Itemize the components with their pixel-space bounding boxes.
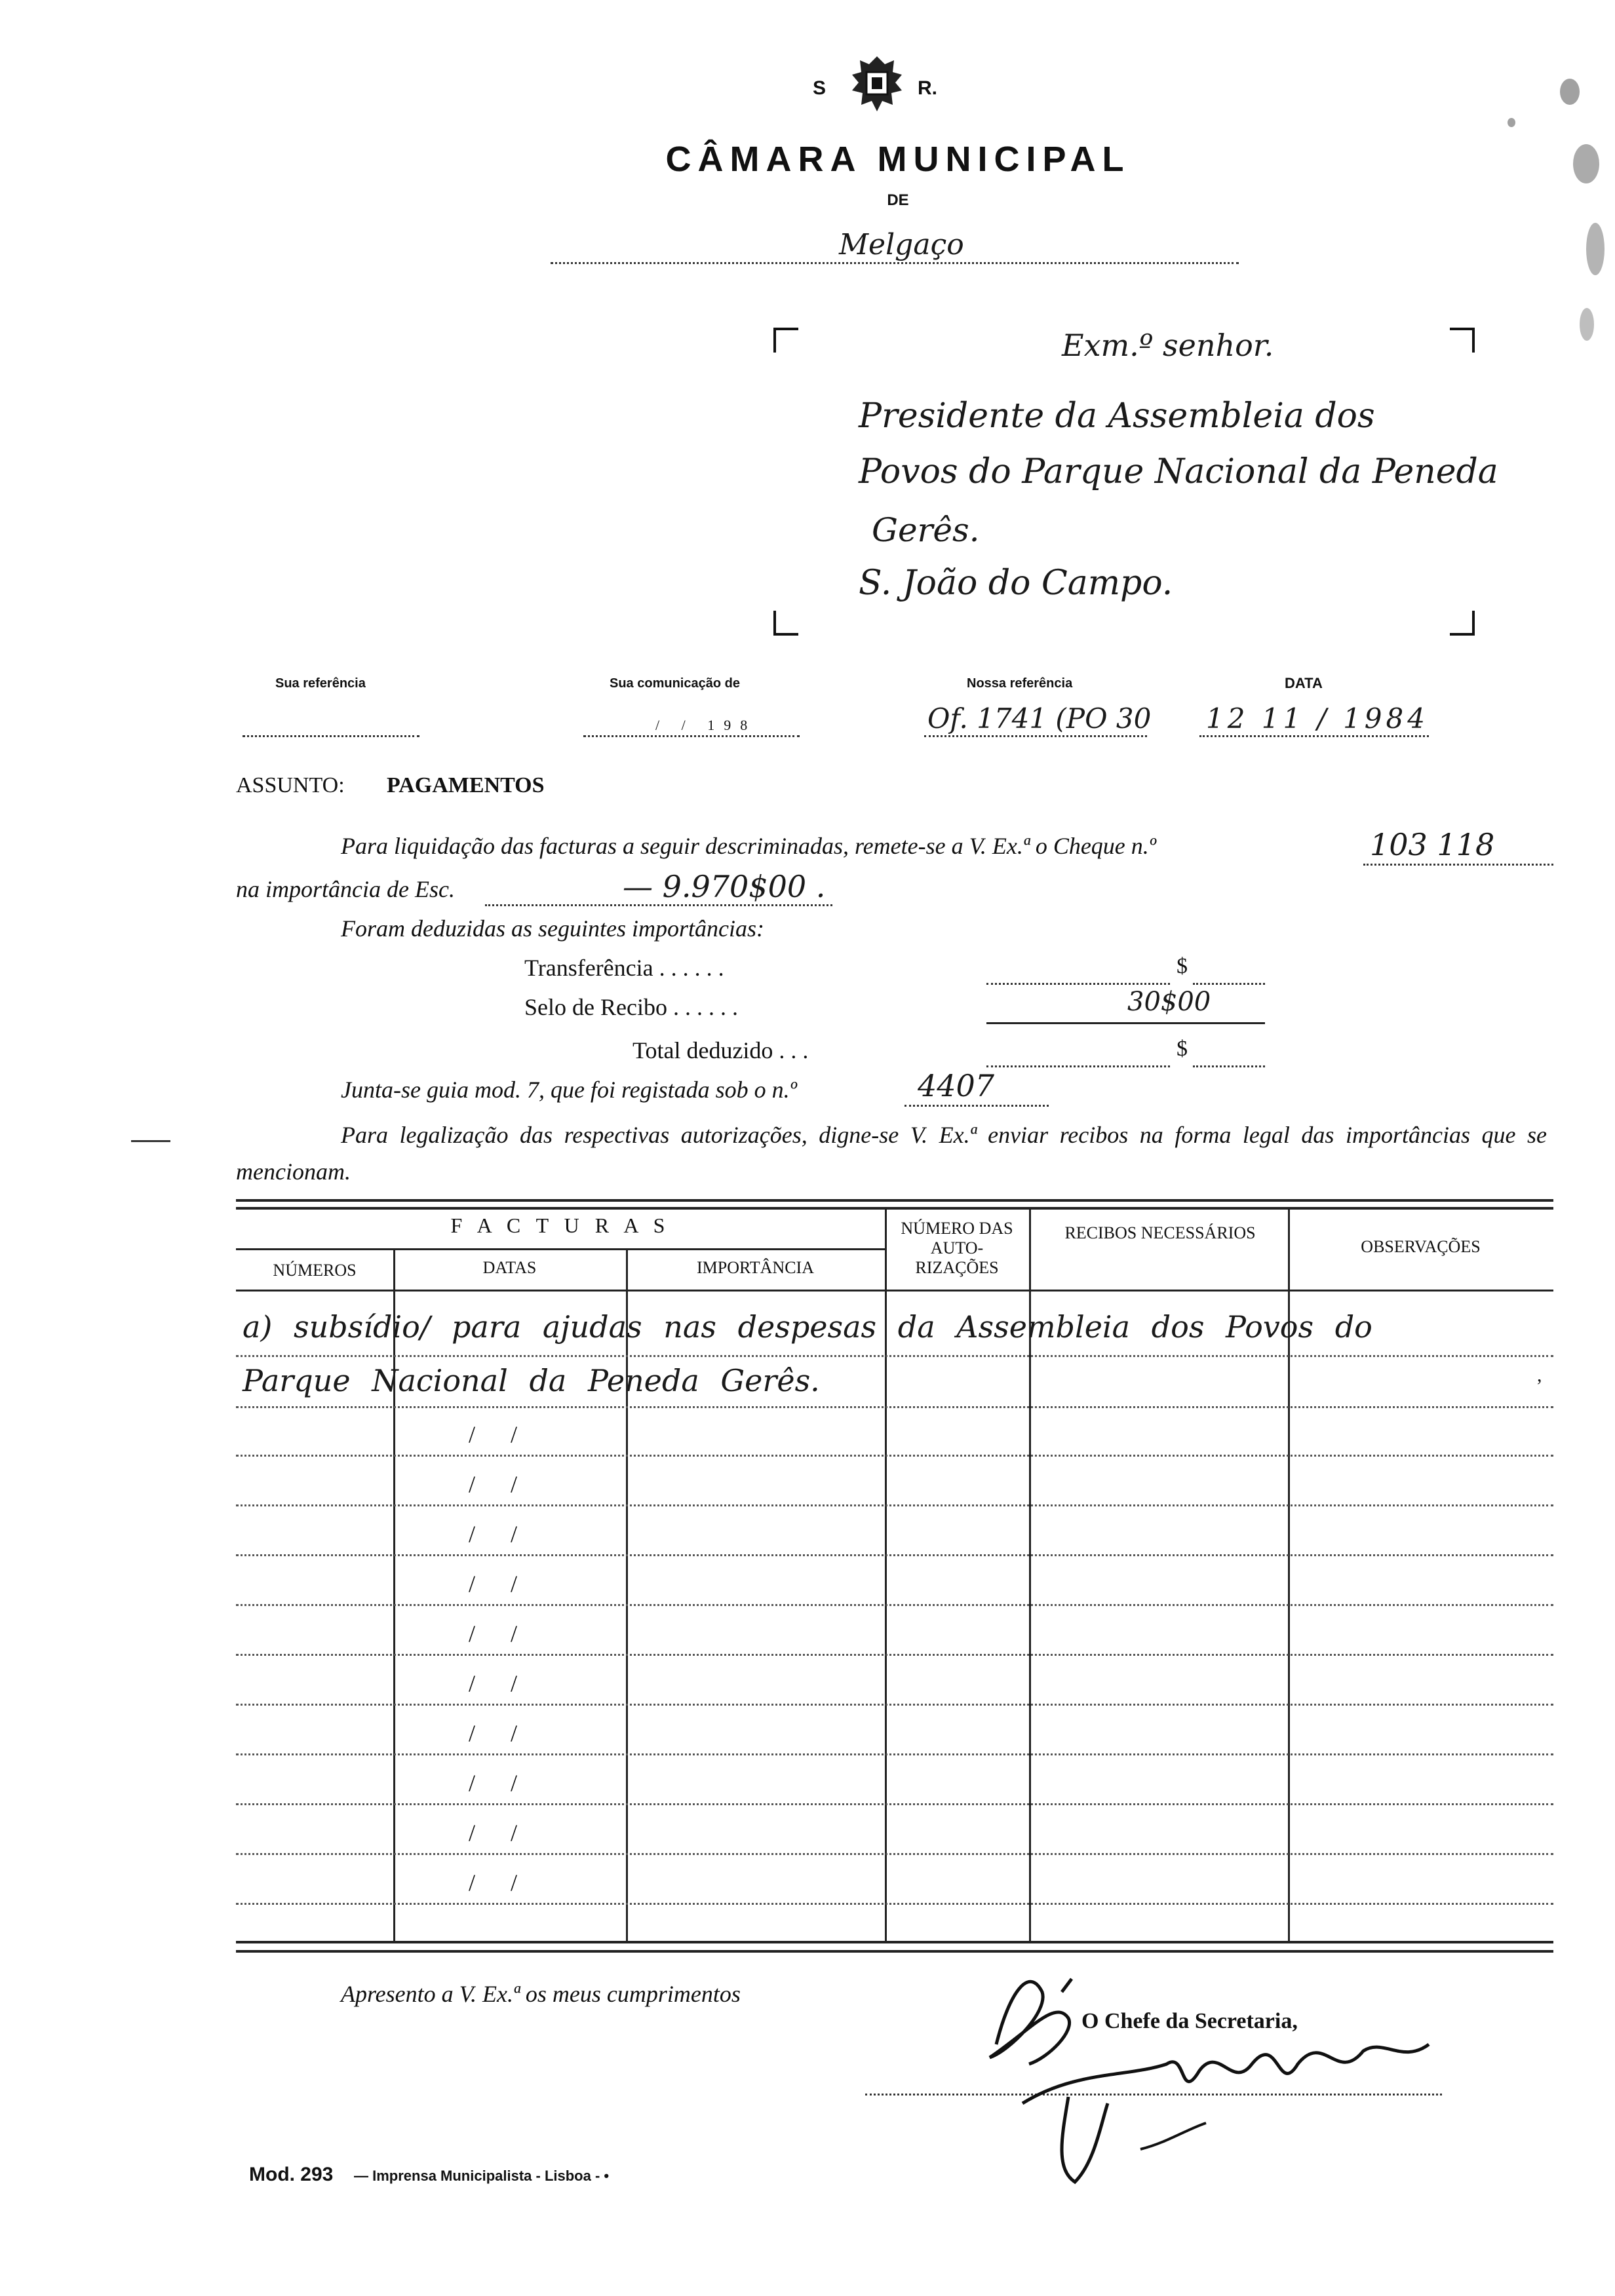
transferencia-cents xyxy=(1193,983,1265,985)
cheque-field xyxy=(1363,864,1553,866)
total-value: $ xyxy=(1177,1037,1188,1061)
printer-credit: — Imprensa Municipalista - Lisboa - • xyxy=(354,2168,610,2184)
table-row-2: Parque Nacional da Peneda Gerês. xyxy=(243,1363,820,1398)
importancia-field xyxy=(485,904,832,906)
date-slash: / / xyxy=(469,1571,518,1597)
assunto-value: PAGAMENTOS xyxy=(387,773,545,797)
scan-noise xyxy=(1573,144,1599,183)
col-datas: DATAS xyxy=(482,1258,537,1277)
crest-letter-left: S xyxy=(813,77,827,99)
sua-referencia-label: Sua referência xyxy=(275,676,366,691)
selo-label: Selo de Recibo . . . . . . xyxy=(524,994,738,1020)
date-slash: / / xyxy=(469,1820,518,1846)
date-slash: / / xyxy=(469,1670,518,1696)
title-de: DE xyxy=(887,191,909,209)
guia-number: 4407 xyxy=(918,1068,995,1103)
page-title: CÂMARA MUNICIPAL xyxy=(665,140,1131,179)
chefe-label: O Chefe da Secretaria, xyxy=(1081,2009,1298,2033)
transferencia-value: $ xyxy=(1177,954,1188,978)
col-importancia: IMPORTÂNCIA xyxy=(696,1258,814,1277)
date-slash: / / xyxy=(469,1869,518,1896)
nossa-referencia-label: Nossa referência xyxy=(967,676,1073,691)
cheque-number: 103 118 xyxy=(1370,827,1495,862)
selo-value: 30$00 xyxy=(1127,987,1211,1017)
table-row-2-mark: , xyxy=(1537,1364,1542,1386)
col-numero-autorizacoes: NÚMERO DAS AUTO- RIZAÇÕES xyxy=(901,1219,1013,1277)
municipality-line xyxy=(551,262,1239,264)
corner-mark xyxy=(773,328,800,354)
transferencia-field xyxy=(986,983,1170,985)
sua-comunicacao-field xyxy=(583,735,800,737)
address-line-2: Povos do Parque Nacional da Peneda xyxy=(859,452,1498,491)
municipality-name: Melgaço xyxy=(839,228,964,261)
table-row-1: a) subsídio/ para ajudas nas despesas da Assembleia dos Povos do xyxy=(243,1309,1372,1345)
scan-noise xyxy=(1560,79,1580,105)
col-recibos: RECIBOS NECESSÁRIOS xyxy=(1064,1223,1256,1242)
nossa-referencia-value: Of. 1741 (PO 30 xyxy=(927,702,1152,735)
corner-mark xyxy=(1449,328,1475,354)
signature xyxy=(970,1953,1455,2195)
cheque-paragraph: Para liquidação das facturas a seguir descriminadas, remete-se a V. Ex.ª o Cheque n.º xyxy=(341,833,1156,859)
scan-noise xyxy=(1580,308,1594,341)
address-line-1: Presidente da Assembleia dos xyxy=(859,396,1375,436)
sua-comunicacao-label: Sua comunicação de xyxy=(610,676,740,691)
crest-letter-right: R. xyxy=(918,77,937,99)
cumprimentos-text: Apresento a V. Ex.ª os meus cumprimentos xyxy=(341,1981,741,2007)
address-line-3: Gerês. xyxy=(872,511,980,549)
margin-mark xyxy=(131,1140,170,1142)
total-label: Total deduzido . . . xyxy=(632,1037,809,1063)
total-field xyxy=(986,1065,1170,1067)
date-slash: / / xyxy=(469,1720,518,1746)
date-slash: / / xyxy=(469,1770,518,1796)
facturas-header: F A C T U R A S xyxy=(450,1214,671,1237)
importancia-value: — 9.970$00 . xyxy=(623,869,826,904)
sua-referencia-field xyxy=(243,735,419,737)
data-value: 12 11 / 1984 xyxy=(1206,702,1429,735)
address-salutation: Exm.º senhor. xyxy=(1062,328,1274,363)
date-slash: / / xyxy=(469,1421,518,1447)
data-field xyxy=(1199,735,1429,737)
col-numeros: NÚMEROS xyxy=(273,1261,357,1280)
address-line-4: S. João do Campo. xyxy=(859,564,1173,603)
total-cents xyxy=(1193,1065,1265,1067)
transferencia-label: Transferência . . . . . . xyxy=(524,955,724,981)
date-slash: / / xyxy=(469,1521,518,1547)
scan-noise xyxy=(1586,223,1605,275)
data-label: DATA xyxy=(1285,675,1323,691)
corner-mark xyxy=(1449,609,1475,636)
legalizacao-paragraph: Para legalização das respectivas autorizações, digne-se V. Ex.ª enviar recibos na forma legal das importâncias que se mencionam. xyxy=(236,1122,1547,1185)
coat-of-arms-icon xyxy=(846,52,908,115)
selo-field xyxy=(986,1022,1265,1024)
junta-text: Junta-se guia mod. 7, que foi registada sob o n.º xyxy=(341,1077,797,1103)
guia-field xyxy=(905,1105,1049,1107)
date-slash: / / xyxy=(469,1471,518,1497)
importancia-label: na importância de Esc. xyxy=(236,876,455,902)
deduzidas-text: Foram deduzidas as seguintes importâncias: xyxy=(341,915,764,942)
assunto-label: ASSUNTO: xyxy=(236,773,345,797)
scan-noise xyxy=(1508,118,1515,127)
mod-number: Mod. 293 xyxy=(249,2164,334,2185)
sua-comunicacao-value: / / 198 xyxy=(655,717,757,733)
corner-mark xyxy=(773,609,800,636)
date-slash: / / xyxy=(469,1620,518,1647)
col-observacoes: OBSERVAÇÕES xyxy=(1361,1237,1481,1256)
nossa-referencia-field xyxy=(924,735,1147,737)
